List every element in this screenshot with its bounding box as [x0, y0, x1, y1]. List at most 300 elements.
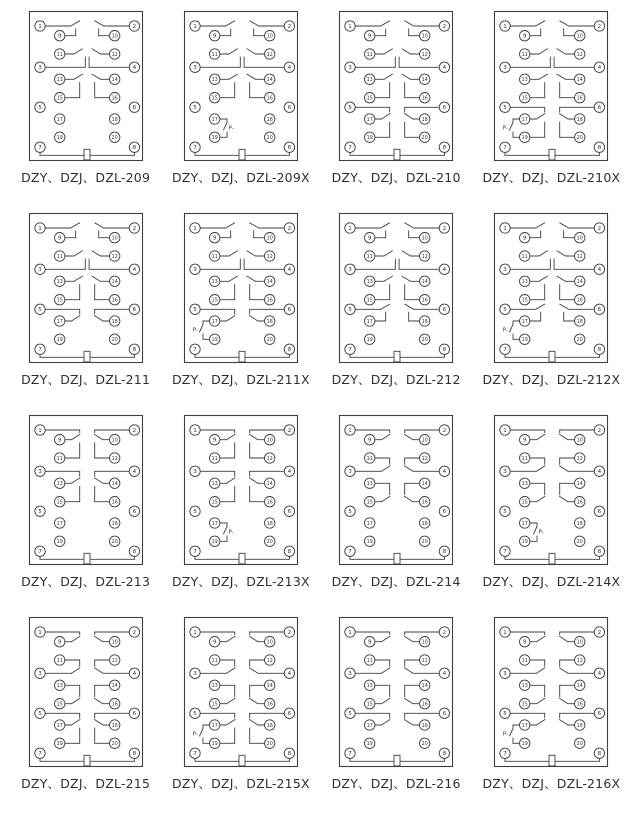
relay-diagram-210	[338, 10, 454, 162]
svg-text:11: 11	[56, 52, 63, 58]
svg-text:17: 17	[56, 521, 63, 527]
svg-text:16: 16	[266, 298, 273, 304]
svg-text:20: 20	[111, 136, 118, 142]
terminal-12	[109, 453, 119, 463]
terminal-14	[420, 74, 430, 84]
terminal-6	[595, 708, 605, 718]
terminal-17	[520, 518, 530, 528]
svg-text:8: 8	[442, 347, 447, 354]
terminal-19	[365, 738, 375, 748]
terminal-8	[284, 142, 294, 152]
svg-text:10: 10	[266, 438, 273, 444]
svg-text:12: 12	[421, 52, 428, 58]
terminal-9	[520, 435, 530, 445]
diagram-label: DZY、DZJ、DZL-212X	[482, 372, 621, 387]
terminal-11	[209, 655, 219, 665]
terminal-7	[500, 344, 510, 354]
terminal-15	[520, 295, 530, 305]
terminal-3	[34, 668, 44, 678]
svg-text:6: 6	[287, 105, 292, 112]
terminal-12	[264, 49, 274, 59]
terminal-1	[34, 627, 44, 637]
svg-text:3: 3	[348, 469, 352, 476]
svg-text:17: 17	[366, 723, 373, 729]
terminal-9	[209, 233, 219, 243]
p-contact-label: P-	[192, 731, 198, 738]
svg-text:4: 4	[132, 267, 136, 274]
terminal-2	[595, 223, 605, 233]
terminal-7	[500, 748, 510, 758]
svg-text:18: 18	[111, 723, 118, 729]
terminal-19	[209, 738, 219, 748]
terminal-10	[420, 31, 430, 41]
terminal-15	[54, 497, 64, 507]
svg-text:4: 4	[287, 469, 292, 476]
terminal-15	[209, 497, 219, 507]
terminal-16	[575, 699, 585, 709]
terminal-3	[345, 466, 355, 476]
terminal-18	[109, 518, 119, 528]
svg-text:19: 19	[56, 540, 63, 546]
terminal-2	[284, 627, 294, 637]
coil	[505, 553, 599, 564]
svg-text:6: 6	[442, 509, 447, 516]
terminal-6	[129, 506, 139, 516]
terminal-8	[284, 344, 294, 354]
diagram-label: DZY、DZJ、DZL-214X	[482, 574, 621, 589]
terminal-10	[264, 233, 274, 243]
terminal-3	[500, 264, 510, 274]
terminal-20	[420, 132, 430, 142]
svg-text:5: 5	[348, 307, 352, 314]
svg-text:20: 20	[111, 338, 118, 344]
svg-text:8: 8	[132, 145, 136, 152]
terminal-18	[264, 518, 274, 528]
terminal-8	[439, 142, 449, 152]
terminal-9	[54, 435, 64, 445]
svg-text:9: 9	[368, 235, 372, 242]
terminal-8	[439, 344, 449, 354]
svg-text:4: 4	[597, 469, 602, 476]
terminal-15	[520, 699, 530, 709]
svg-text:17: 17	[366, 319, 373, 325]
svg-text:20: 20	[577, 136, 584, 142]
terminal-3	[190, 466, 200, 476]
terminal-5	[345, 708, 355, 718]
svg-text:4: 4	[287, 267, 292, 274]
terminal-9	[365, 637, 375, 647]
terminal-6	[595, 506, 605, 516]
svg-text:9: 9	[57, 437, 62, 444]
terminal-13	[209, 478, 219, 488]
terminal-5	[190, 304, 200, 314]
svg-text:15: 15	[522, 96, 529, 102]
relay-diagram-213X	[183, 414, 299, 566]
terminal-1	[345, 627, 355, 637]
svg-text:7: 7	[37, 549, 42, 556]
terminal-20	[109, 132, 119, 142]
terminal-16	[420, 295, 430, 305]
svg-text:19: 19	[366, 136, 373, 142]
svg-text:12: 12	[111, 456, 118, 462]
terminal-10	[264, 435, 274, 445]
terminal-16	[264, 699, 274, 709]
svg-text:18: 18	[111, 117, 118, 123]
terminal-16	[109, 497, 119, 507]
svg-text:18: 18	[266, 117, 273, 123]
svg-text:19: 19	[211, 540, 218, 546]
svg-text:5: 5	[348, 711, 352, 718]
svg-text:15: 15	[211, 500, 218, 506]
terminal-17	[365, 316, 375, 326]
terminal-14	[575, 680, 585, 690]
terminal-13	[54, 74, 64, 84]
terminal-10	[420, 233, 430, 243]
svg-text:6: 6	[287, 307, 292, 314]
svg-text:17: 17	[522, 723, 529, 729]
terminal-7	[345, 142, 355, 152]
terminal-20	[420, 334, 430, 344]
terminal-16	[264, 295, 274, 305]
svg-text:20: 20	[266, 136, 273, 142]
svg-text:20: 20	[266, 742, 273, 748]
terminal-3	[500, 62, 510, 72]
terminal-15	[365, 295, 375, 305]
svg-text:12: 12	[577, 658, 584, 664]
terminal-8	[129, 142, 139, 152]
terminal-1	[500, 425, 510, 435]
terminal-20	[575, 132, 585, 142]
svg-text:13: 13	[56, 684, 63, 690]
svg-text:18: 18	[266, 521, 273, 527]
terminal-16	[264, 93, 274, 103]
diagram-cell-213X	[172, 414, 310, 590]
svg-text:18: 18	[111, 521, 118, 527]
terminal-17	[209, 114, 219, 124]
terminal-6	[439, 708, 449, 718]
coil	[505, 755, 599, 766]
svg-text:20: 20	[421, 136, 428, 142]
terminal-16	[575, 295, 585, 305]
relay-diagram-215	[28, 616, 144, 768]
svg-text:13: 13	[211, 78, 218, 84]
svg-text:18: 18	[421, 521, 428, 527]
svg-text:9: 9	[212, 33, 217, 40]
terminal-6	[284, 102, 294, 112]
terminal-14	[420, 680, 430, 690]
svg-text:2: 2	[132, 629, 136, 636]
terminal-11	[365, 49, 375, 59]
terminal-16	[109, 295, 119, 305]
terminal-2	[439, 425, 449, 435]
svg-text:20: 20	[421, 338, 428, 344]
relay-diagram-214	[338, 414, 454, 566]
terminal-7	[190, 344, 200, 354]
terminal-9	[54, 31, 64, 41]
svg-text:6: 6	[597, 509, 602, 516]
terminal-2	[439, 21, 449, 31]
terminal-13	[209, 680, 219, 690]
svg-text:14: 14	[421, 78, 428, 84]
svg-text:1: 1	[348, 23, 352, 30]
terminal-19	[520, 334, 530, 344]
svg-text:10: 10	[111, 236, 118, 242]
svg-text:2: 2	[287, 427, 292, 434]
terminal-4	[595, 668, 605, 678]
terminal-9	[365, 233, 375, 243]
terminal-15	[365, 93, 375, 103]
terminal-18	[264, 114, 274, 124]
svg-text:19: 19	[522, 540, 529, 546]
svg-text:4: 4	[442, 671, 447, 678]
svg-text:3: 3	[193, 267, 197, 274]
svg-text:7: 7	[348, 549, 352, 556]
svg-text:16: 16	[111, 500, 118, 506]
terminal-5	[34, 304, 44, 314]
p-contact-label: P-	[228, 125, 234, 132]
terminal-3	[345, 62, 355, 72]
svg-text:4: 4	[287, 671, 292, 678]
svg-text:19: 19	[56, 338, 63, 344]
svg-text:16: 16	[266, 96, 273, 102]
terminal-2	[595, 425, 605, 435]
svg-text:7: 7	[503, 549, 508, 556]
svg-text:8: 8	[597, 751, 602, 758]
svg-text:1: 1	[503, 225, 508, 232]
terminal-4	[595, 62, 605, 72]
terminal-13	[209, 276, 219, 286]
terminal-13	[209, 74, 219, 84]
terminal-11	[520, 655, 530, 665]
terminal-7	[34, 344, 44, 354]
svg-text:19: 19	[522, 136, 529, 142]
p-contact	[220, 523, 234, 541]
terminal-15	[54, 93, 64, 103]
relay-outline	[184, 416, 297, 565]
svg-text:17: 17	[56, 319, 63, 325]
svg-text:1: 1	[37, 629, 42, 636]
terminal-20	[264, 536, 274, 546]
svg-text:13: 13	[211, 684, 218, 690]
svg-text:12: 12	[266, 52, 273, 58]
svg-text:11: 11	[522, 456, 529, 462]
svg-text:8: 8	[442, 549, 447, 556]
svg-text:13: 13	[366, 280, 373, 286]
terminal-17	[209, 720, 219, 730]
terminal-15	[54, 699, 64, 709]
svg-text:4: 4	[442, 65, 447, 72]
terminal-12	[575, 251, 585, 261]
svg-text:8: 8	[132, 347, 136, 354]
svg-text:11: 11	[366, 52, 373, 58]
terminal-17	[209, 316, 219, 326]
svg-text:9: 9	[212, 639, 217, 646]
coil	[350, 553, 444, 564]
svg-text:10: 10	[577, 438, 584, 444]
terminal-13	[520, 276, 530, 286]
svg-text:13: 13	[56, 280, 63, 286]
svg-text:6: 6	[597, 711, 602, 718]
svg-text:16: 16	[421, 96, 428, 102]
svg-text:12: 12	[577, 254, 584, 260]
coil	[40, 553, 134, 564]
terminal-20	[109, 738, 119, 748]
diagram-cell-212	[332, 212, 461, 388]
relay-diagram-210X	[493, 10, 609, 162]
terminal-11	[365, 251, 375, 261]
svg-text:15: 15	[366, 702, 373, 708]
terminal-11	[54, 655, 64, 665]
terminal-19	[54, 536, 64, 546]
svg-text:13: 13	[56, 482, 63, 488]
terminal-5	[345, 102, 355, 112]
terminal-20	[264, 738, 274, 748]
terminal-18	[575, 518, 585, 528]
svg-text:6: 6	[442, 307, 447, 314]
terminal-20	[420, 536, 430, 546]
relay-outline	[29, 618, 142, 767]
svg-text:5: 5	[37, 307, 42, 314]
terminal-2	[439, 223, 449, 233]
terminal-11	[54, 251, 64, 261]
terminal-3	[345, 264, 355, 274]
svg-text:15: 15	[56, 96, 63, 102]
p-contact-label: P-	[192, 327, 198, 334]
svg-text:14: 14	[111, 78, 118, 84]
terminal-19	[520, 536, 530, 546]
svg-text:12: 12	[111, 254, 118, 260]
terminal-7	[190, 748, 200, 758]
terminal-18	[420, 720, 430, 730]
terminal-16	[420, 93, 430, 103]
svg-text:9: 9	[523, 33, 527, 40]
svg-text:19: 19	[522, 338, 529, 344]
svg-text:1: 1	[348, 629, 352, 636]
relay-outline	[340, 618, 453, 767]
svg-text:6: 6	[597, 307, 602, 314]
svg-text:19: 19	[211, 742, 218, 748]
svg-text:3: 3	[37, 671, 42, 678]
terminal-10	[575, 233, 585, 243]
svg-text:5: 5	[37, 711, 42, 718]
svg-text:11: 11	[56, 456, 63, 462]
svg-text:18: 18	[421, 319, 428, 325]
svg-text:15: 15	[211, 702, 218, 708]
svg-text:18: 18	[577, 723, 584, 729]
terminal-16	[264, 497, 274, 507]
svg-text:12: 12	[266, 456, 273, 462]
terminal-1	[345, 21, 355, 31]
svg-text:4: 4	[597, 65, 602, 72]
svg-text:4: 4	[597, 671, 602, 678]
terminal-1	[190, 223, 200, 233]
relay-outline	[495, 416, 608, 565]
terminal-15	[365, 497, 375, 507]
svg-text:1: 1	[193, 23, 197, 30]
p-contact	[220, 119, 234, 137]
svg-text:15: 15	[211, 96, 218, 102]
coil	[195, 351, 289, 362]
svg-text:9: 9	[368, 33, 372, 40]
svg-text:17: 17	[56, 117, 63, 123]
terminal-4	[595, 264, 605, 274]
coil	[195, 149, 289, 160]
terminal-17	[54, 720, 64, 730]
terminal-4	[284, 466, 294, 476]
svg-text:1: 1	[348, 427, 352, 434]
svg-text:11: 11	[522, 658, 529, 664]
terminal-18	[420, 114, 430, 124]
svg-text:11: 11	[56, 658, 63, 664]
terminal-17	[54, 114, 64, 124]
terminal-8	[595, 546, 605, 556]
diagram-label: DZY、DZJ、DZL-211	[21, 372, 151, 387]
svg-text:7: 7	[37, 347, 42, 354]
svg-text:10: 10	[421, 34, 428, 40]
svg-text:11: 11	[211, 658, 218, 664]
coil	[40, 755, 134, 766]
coil	[505, 351, 599, 362]
terminal-1	[34, 425, 44, 435]
svg-text:2: 2	[442, 427, 447, 434]
diagram-cell-212X	[482, 212, 620, 388]
svg-text:15: 15	[56, 500, 63, 506]
terminal-20	[109, 334, 119, 344]
terminal-8	[129, 344, 139, 354]
terminal-9	[209, 31, 219, 41]
svg-text:7: 7	[503, 145, 508, 152]
terminal-17	[365, 114, 375, 124]
coil	[505, 149, 599, 160]
coil	[350, 149, 444, 160]
terminal-4	[439, 668, 449, 678]
terminal-19	[54, 334, 64, 344]
terminal-3	[500, 466, 510, 476]
svg-text:8: 8	[132, 549, 136, 556]
relay-diagram-216X	[493, 616, 609, 768]
svg-text:9: 9	[57, 33, 62, 40]
terminal-12	[420, 453, 430, 463]
svg-text:10: 10	[111, 640, 118, 646]
terminal-2	[284, 425, 294, 435]
terminal-14	[575, 478, 585, 488]
svg-text:11: 11	[366, 658, 373, 664]
terminal-18	[264, 316, 274, 326]
svg-text:5: 5	[193, 105, 197, 112]
p-contact	[503, 725, 520, 743]
terminal-20	[264, 132, 274, 142]
svg-text:8: 8	[132, 751, 136, 758]
svg-text:6: 6	[132, 509, 136, 516]
svg-text:18: 18	[421, 723, 428, 729]
svg-text:1: 1	[37, 225, 42, 232]
svg-text:10: 10	[577, 640, 584, 646]
svg-text:2: 2	[132, 23, 136, 30]
svg-text:2: 2	[132, 427, 136, 434]
svg-text:19: 19	[366, 742, 373, 748]
svg-text:9: 9	[212, 235, 217, 242]
svg-text:17: 17	[211, 723, 218, 729]
svg-text:8: 8	[597, 549, 602, 556]
svg-text:11: 11	[522, 52, 529, 58]
terminal-12	[264, 453, 274, 463]
svg-text:5: 5	[503, 509, 508, 516]
svg-text:8: 8	[442, 751, 447, 758]
terminal-4	[129, 264, 139, 274]
svg-text:15: 15	[366, 500, 373, 506]
terminal-13	[520, 74, 530, 84]
relay-diagram-215X	[183, 616, 299, 768]
